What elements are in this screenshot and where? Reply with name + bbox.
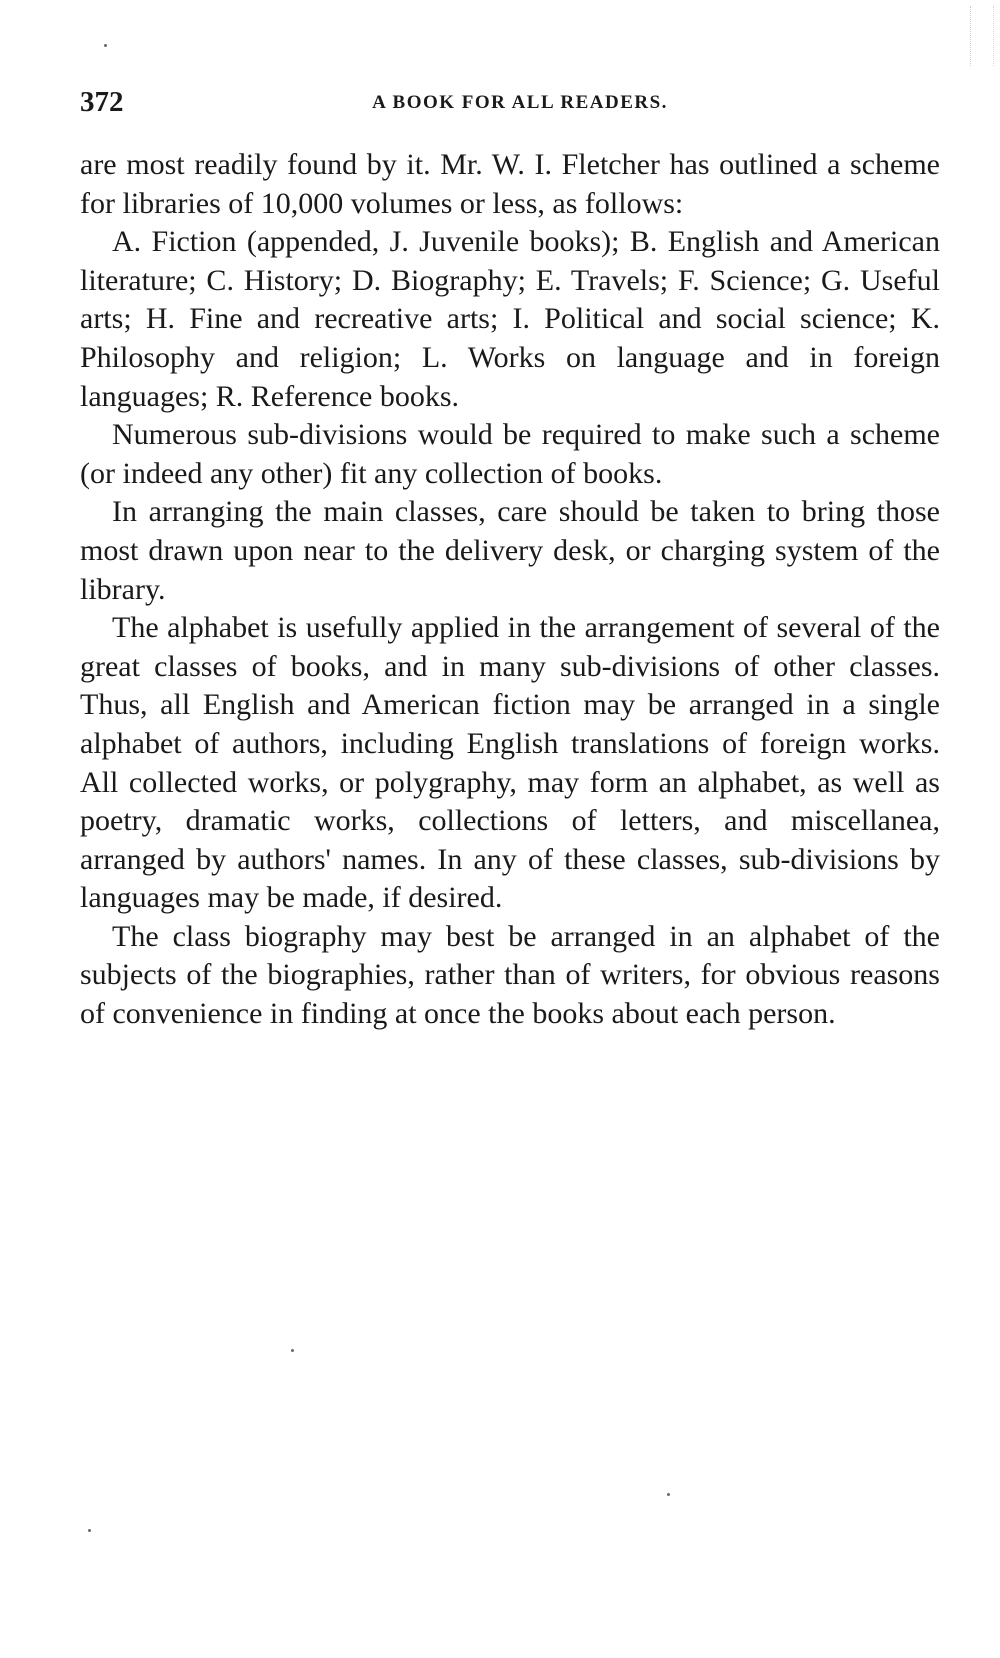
paragraph-sub-divisions: Numerous sub-divisions would be required to make such a scheme (or indeed any other) fit any collection of books.	[80, 418, 940, 490]
paragraph-alphabet: The alphabet is usefully applied in the arrangement of several of the great classes of books, and in many sub-divisions of other classes. Thus, all English and American fiction may be arranged in a single alphabet of authors, including English translations of foreign works. All collected works, or polygraphy, may form an alphabet, as well as poetry, dramatic works, collections of letters, and miscellanea, arranged by authors' names. In any of these classes, sub-divisions by languages may be made, if desired.	[80, 611, 940, 915]
paragraph-biography: The class biography may best be arranged in an alphabet of the subjects of the biographies, rather than of writers, for obvious reasons of convenience in finding at once the books about each person.	[80, 919, 940, 1031]
page-number: 372	[80, 86, 124, 118]
paragraph-arranging-classes: In arranging the main classes, care should be taken to bring those most drawn upon near to the delivery desk, or charging system of the library.	[80, 495, 940, 606]
scan-edge-marks	[970, 6, 994, 66]
scan-speck	[104, 44, 107, 47]
paragraph-class-scheme: A. Fiction (appended, J. Juvenile books); B. English and American literature; C. History; D. Biography; E. Travels; F. Science; G. Useful arts; H. Fine and recreative arts; I. Political and social science; K. Philosophy and religion; L. Works on language and in foreign languages; R. Reference books.	[80, 225, 940, 413]
scan-speck	[667, 1493, 670, 1496]
paragraph-continuation: are most readily found by it. Mr. W. I. Fletcher has outlined a scheme for libraries of 10,000 volumes or less, as follows:	[80, 148, 940, 220]
page-header	[80, 86, 940, 122]
running-head: A BOOK FOR ALL READERS.	[372, 92, 668, 113]
body-text	[80, 146, 940, 1034]
scan-speck	[291, 1349, 294, 1352]
scan-speck	[88, 1529, 91, 1532]
